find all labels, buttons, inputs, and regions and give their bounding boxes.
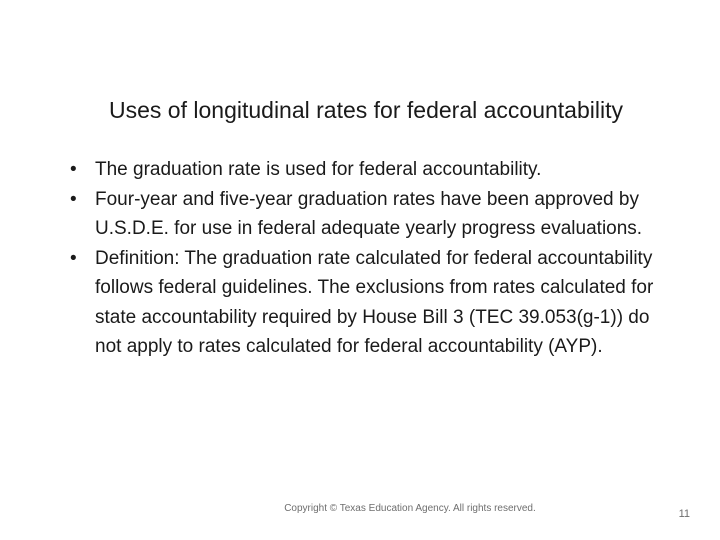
bullet-text: Definition: The graduation rate calculated for federal accountability follows federal guidelines. The exclusions from rates calculated for state accountability required by House Bill 3 (TEC 39.053(g-1)) do not apply to rates calculated for federal accountability (AYP). <box>95 247 654 357</box>
bullet-icon: • <box>70 159 77 180</box>
bullet-item <box>70 185 670 244</box>
bullet-icon: • <box>70 247 77 269</box>
footer-copyright: Copyright © Texas Education Agency. All rights reserved. <box>284 503 536 514</box>
bullet-item <box>70 244 670 362</box>
bullet-icon: • <box>70 188 77 210</box>
bullet-text: Four-year and five-year graduation rates have been approved by U.S.D.E. for use in federal adequate yearly progress evaluations. <box>95 188 643 239</box>
slide-number: 11 <box>678 508 690 520</box>
bullet-item <box>70 155 670 185</box>
bullet-list <box>70 155 670 362</box>
bullet-text: The graduation rate is used for federal accountability. <box>95 159 542 180</box>
slide-title: Uses of longitudinal rates for federal accountability <box>109 97 623 123</box>
